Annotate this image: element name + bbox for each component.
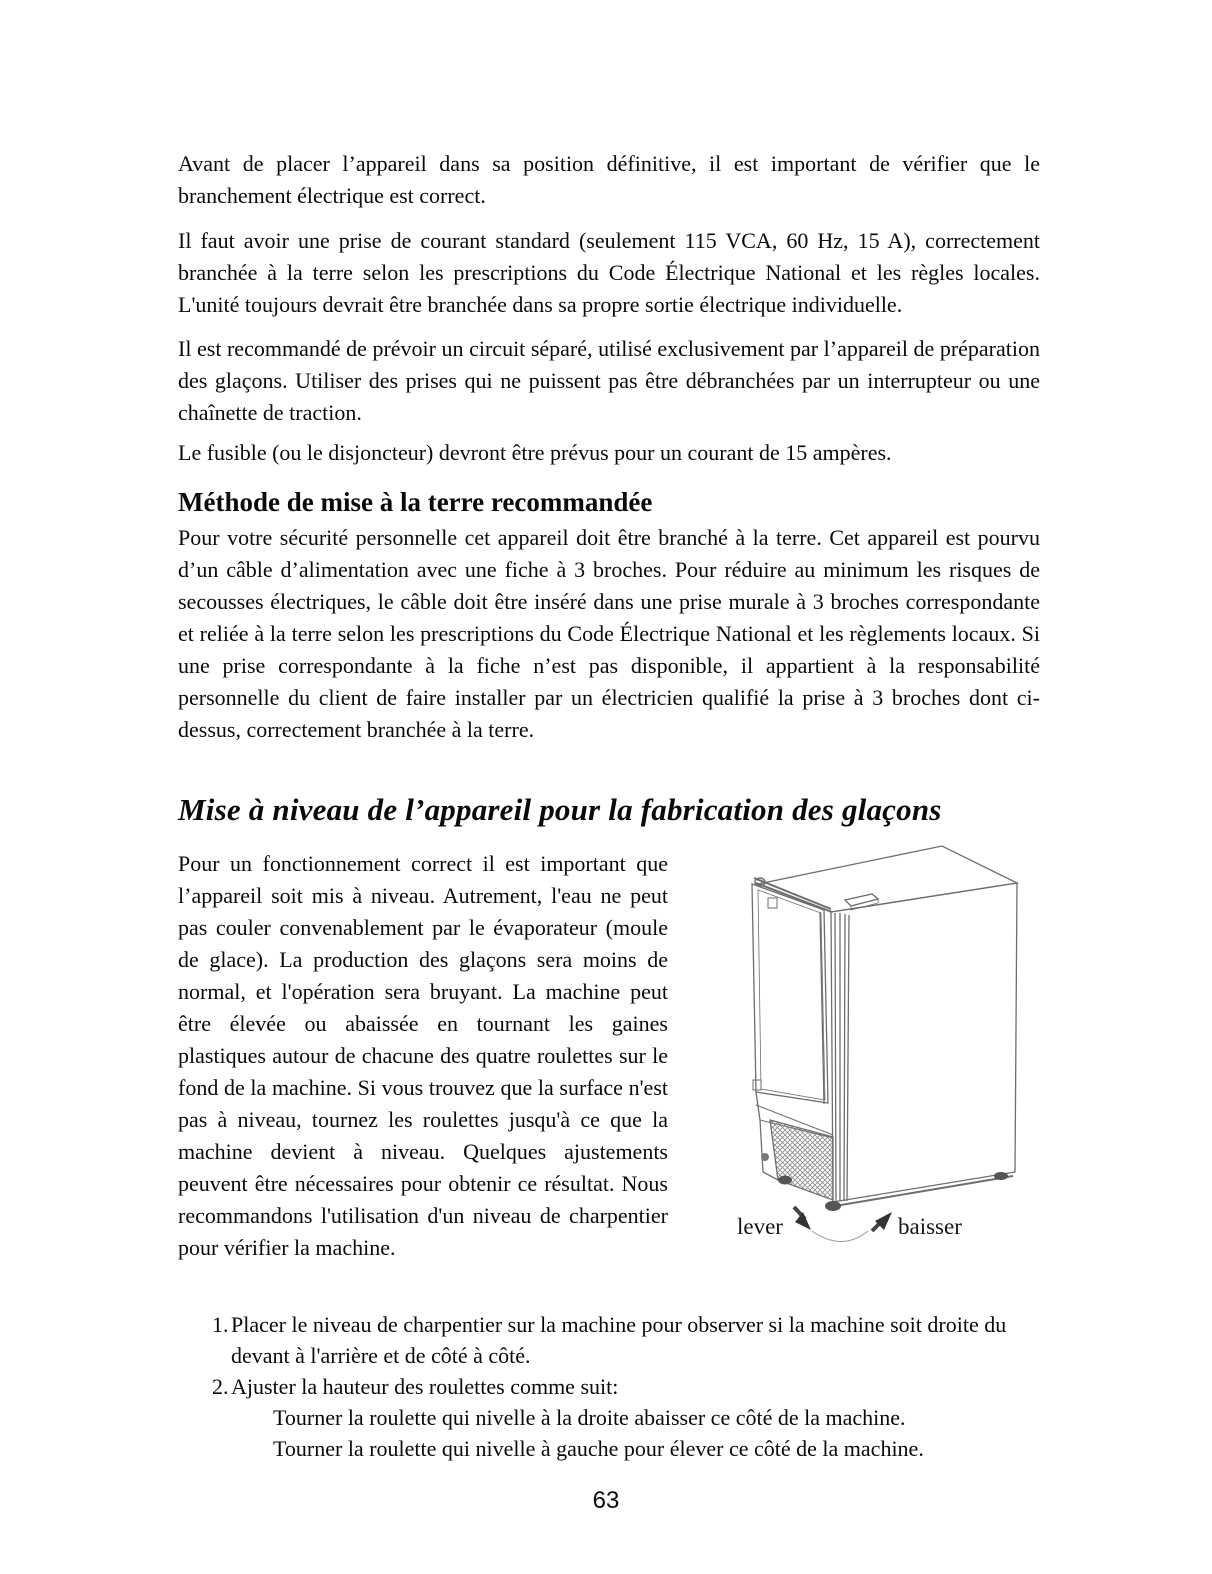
ice-machine-drawing	[752, 846, 1017, 1211]
substep-line: Tourner la roulette qui nivelle à la droite abaisser ce côté de la machine.	[273, 1405, 906, 1430]
page-content	[178, 148, 1040, 1464]
list-item	[178, 1371, 1040, 1402]
instruction-list	[178, 1309, 1040, 1464]
paragraph-leveling-body: Pour un fonctionnement correct il est important que l’appareil soit mis à niveau. Autrement, l'eau ne peut pas couler convenablement par le évaporateur (moule de glace). La production des glaçons sera moins de normal, et l'opération sera bruyant. La machine peut être élevée ou abaissée en tournant les gaines plastiques autour de chacune des quatre roulettes sur le fond de la machine. Si vous trouvez que la surface n'est pas à niveau, tournez les roulettes jusqu'à ce que la machine devient à niveau. Quelques ajustements peuvent être nécessaires pour obtenir ce résultat. Nous recommandons l'utilisation d'un niveau de charpentier pour vérifier la machine.	[178, 851, 668, 1260]
list-item	[178, 1309, 1040, 1371]
list-item-text: Placer le niveau de charpentier sur la machine pour observer si la machine soit droite du devant à l'arrière et de côté à côté.	[231, 1312, 1007, 1368]
paragraph-separate-circuit: Il est recommandé de prévoir un circuit séparé, utilisé exclusivement par l’appareil de préparation des glaçons. Utiliser des prises qui ne puissent pas être débranchées par un interrupteur ou une chaînette de traction.	[178, 336, 1040, 425]
figure-label-lever: lever	[737, 1214, 783, 1239]
page-number: 63	[592, 1487, 620, 1514]
list-item-text: Ajuster la hauteur des roulettes comme suit:	[231, 1374, 619, 1399]
figure-label-baisser: baisser	[898, 1214, 962, 1239]
paragraph-outlet-requirements: Il faut avoir une prise de courant standard (seulement 115 VCA, 60 Hz, 15 A), correctement branchée à la terre selon les prescriptions du Code Électrique National et les règles locales. L'unité toujours devrait être branchée dans sa propre sortie électrique individuelle.	[178, 228, 1040, 317]
heading-grounding-method: Méthode de mise à la terre recommandée	[178, 487, 653, 517]
heading-leveling: Mise à niveau de l’appareil pour la fabrication des glaçons	[178, 792, 942, 827]
paragraph-fuse: Le fusible (ou le disjoncteur) devront être prévus pour un courant de 15 ampères.	[178, 440, 892, 465]
raise-arrowhead-icon	[795, 1212, 811, 1230]
paragraph-electrical-check: Avant de placer l’appareil dans sa position définitive, il est important de vérifier que le branchement électrique est correct.	[178, 151, 1040, 208]
paragraph-grounding-body: Pour votre sécurité personnelle cet appareil doit être branché à la terre. Cet appareil est pourvu d’un câble d’alimentation avec une fiche à 3 broches. Pour réduire au minimum les risques de secousses électriques, le câble doit être inséré dans une prise murale à 3 broches correspondante et reliée à la terre selon les prescriptions du Code Électrique National et les règlements locaux. Si une prise correspondante à la fiche n’est pas disponible, il appartient à la responsabilité personnelle du client de faire installer par un électricien qualifié la prise à 3 broches dont ci-dessus, correctement branchée à la terre.	[178, 525, 1040, 742]
adjustment-arrows	[794, 1207, 892, 1242]
list-item-number: 2.	[212, 1374, 229, 1399]
ice-machine-figure	[720, 820, 1140, 1260]
list-item-number: 1.	[212, 1312, 229, 1337]
substep-line: Tourner la roulette qui nivelle à gauche pour élever ce côté de la machine.	[273, 1436, 924, 1461]
ice-machine-illustration	[720, 820, 1140, 1260]
